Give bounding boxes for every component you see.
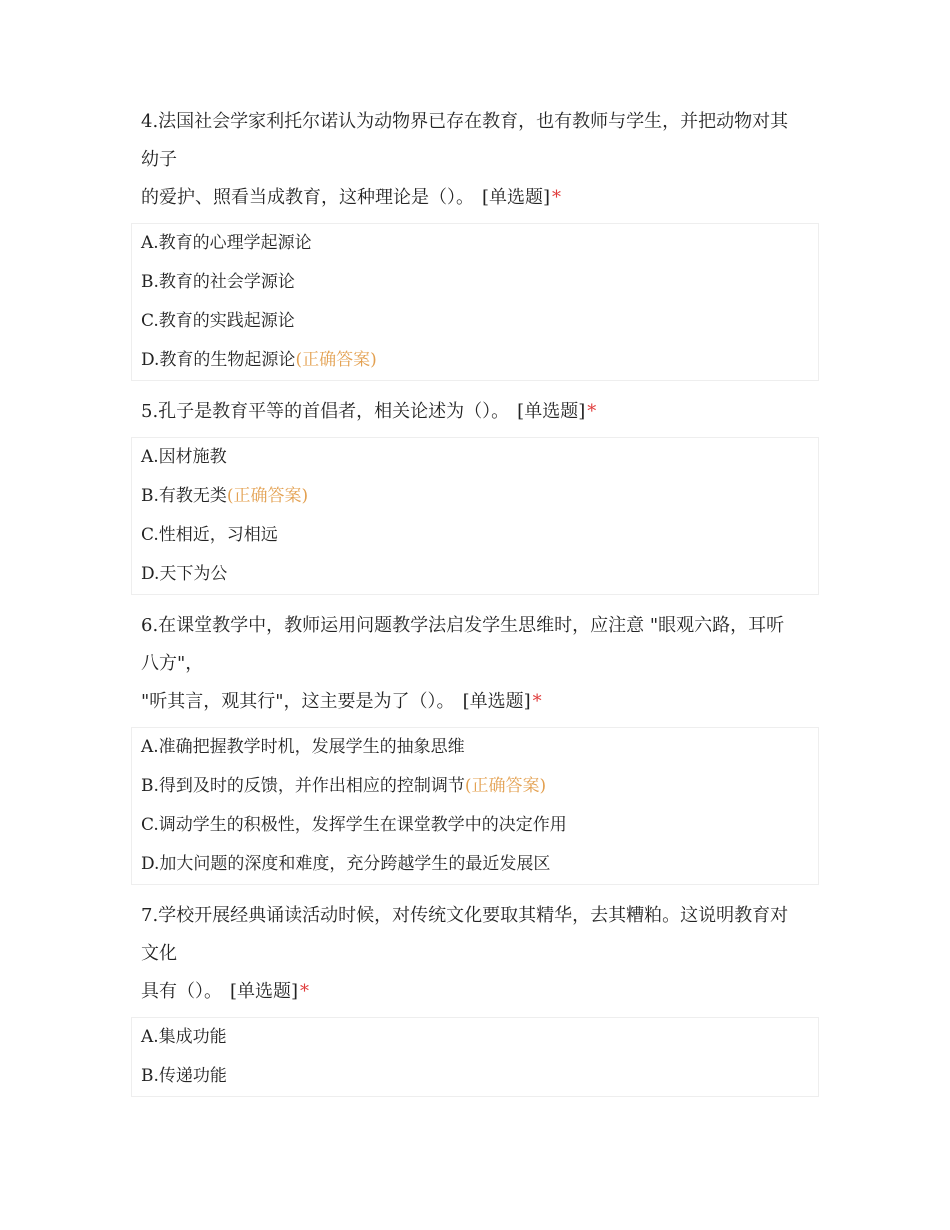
question-stem: [131, 897, 819, 1011]
question-line: 6.在课堂教学中，教师运用问题教学法启发学生思维时，应注意 "眼观六路，耳听: [141, 615, 785, 636]
question-line: [141, 179, 819, 217]
question-type-label: [单选题]: [462, 691, 531, 712]
options-box: [131, 727, 819, 885]
question-7: [131, 897, 819, 1097]
option-c[interactable]: [141, 806, 818, 845]
option-text: D.教育的生物起源论: [141, 350, 296, 370]
option-b[interactable]: [141, 477, 818, 516]
option-a[interactable]: [141, 1018, 818, 1057]
option-text: C.教育的实践起源论: [141, 311, 295, 331]
options-box: [131, 437, 819, 595]
option-text: C.性相近，习相远: [141, 525, 278, 545]
question-5: [131, 393, 819, 595]
required-mark: *: [300, 981, 310, 1002]
question-line: 7.学校开展经典诵读活动时候，对传统文化要取其精华，去其糟粕。这说明教育对: [141, 905, 789, 926]
question-type-label: [单选题]: [482, 187, 551, 208]
option-text: D.加大问题的深度和难度，充分跨越学生的最近发展区: [141, 854, 551, 874]
options-box: [131, 1017, 819, 1097]
question-line: [141, 683, 819, 721]
correct-answer-tag: (正确答案): [464, 776, 547, 796]
question-stem: [131, 103, 819, 217]
question-4: [131, 103, 819, 381]
option-b[interactable]: [141, 1057, 818, 1096]
option-c[interactable]: [141, 516, 818, 555]
required-mark: *: [552, 187, 562, 208]
option-d[interactable]: [141, 341, 818, 380]
option-text: A.因材施教: [141, 447, 227, 467]
option-text: A.集成功能: [141, 1027, 227, 1047]
question-type-label: [单选题]: [230, 981, 299, 1002]
option-b[interactable]: [141, 263, 818, 302]
option-text: C.调动学生的积极性，发挥学生在课堂教学中的决定作用: [141, 815, 567, 835]
question-line-text: 5.孔子是教育平等的首倡者，相关论述为（）。: [141, 401, 510, 422]
question-line: [141, 393, 819, 431]
options-box: [131, 223, 819, 381]
option-b[interactable]: [141, 767, 818, 806]
option-c[interactable]: [141, 302, 818, 341]
option-d[interactable]: [141, 845, 818, 884]
option-a[interactable]: [141, 224, 818, 263]
option-text: A.准确把握教学时机，发展学生的抽象思维: [141, 737, 465, 757]
correct-answer-tag: (正确答案): [295, 350, 377, 370]
required-mark: *: [532, 691, 542, 712]
question-stem: [131, 393, 819, 431]
option-d[interactable]: [141, 555, 818, 594]
question-line-text: 的爱护、照看当成教育，这种理论是（）。: [141, 187, 474, 208]
question-line: 幼子: [141, 149, 177, 170]
option-a[interactable]: [141, 438, 818, 477]
question-line: 文化: [141, 943, 177, 964]
option-text: A.教育的心理学起源论: [141, 233, 312, 253]
option-text: B.得到及时的反馈，并作出相应的控制调节: [141, 776, 465, 796]
correct-answer-tag: (正确答案): [226, 486, 309, 506]
required-mark: *: [587, 401, 597, 422]
option-text: B.有教无类: [141, 486, 227, 506]
question-stem: [131, 607, 819, 721]
question-line: [141, 973, 819, 1011]
question-line-text: 具有（）。: [141, 981, 222, 1002]
option-a[interactable]: [141, 728, 818, 767]
option-text: B.传递功能: [141, 1066, 227, 1086]
question-line: 八方"，: [141, 653, 204, 674]
option-text: D.天下为公: [141, 564, 228, 584]
question-type-label: [单选题]: [517, 401, 586, 422]
option-text: B.教育的社会学源论: [141, 272, 295, 292]
question-6: [131, 607, 819, 885]
question-line: 4.法国社会学家利托尔诺认为动物界已存在教育，也有教师与学生，并把动物对其: [141, 111, 789, 132]
question-line-text: "听其言，观其行"，这主要是为了（）。: [141, 691, 455, 712]
